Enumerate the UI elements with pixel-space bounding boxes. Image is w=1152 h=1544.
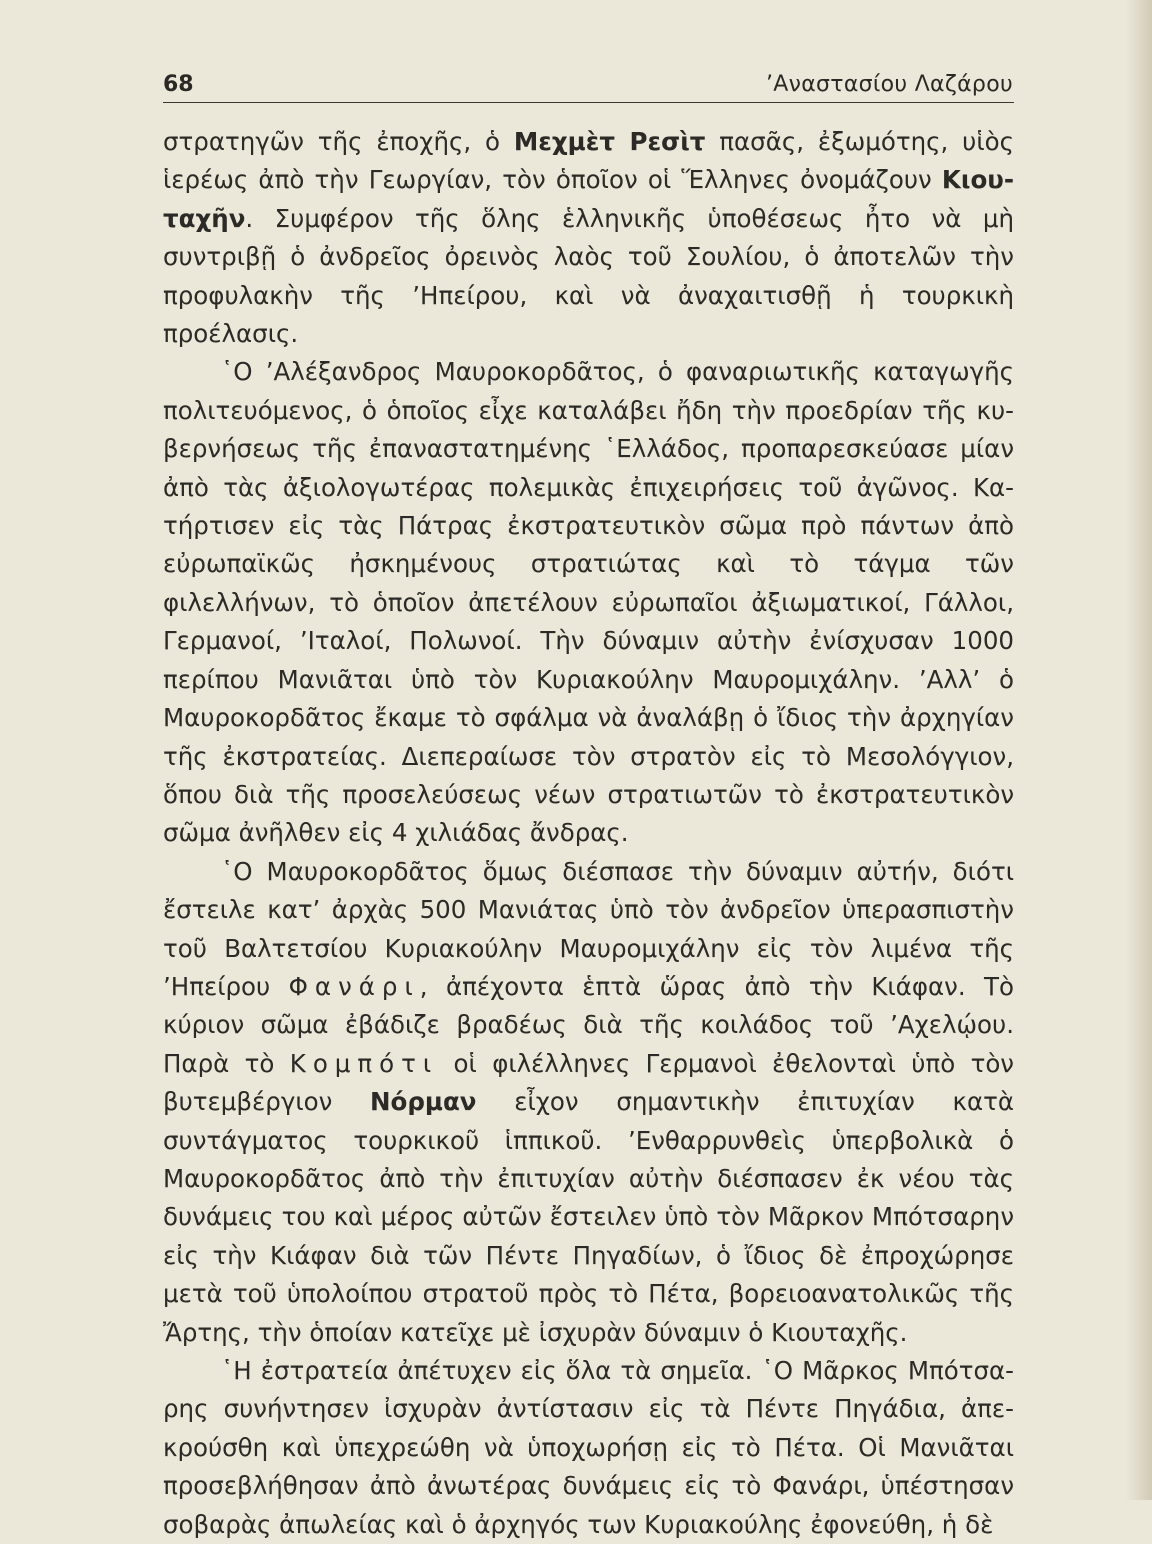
body-text xyxy=(163,123,1014,1544)
paragraph-1-text-e: . Συμφέρον τῆς ὅλης ἑλληνικῆς ὑποθέσεως ἦτο νὰ μὴ συντριβῇ ὁ ἀνδρεῖος ὀρεινὸς λαὸς τοῦ Σουλίου, ὁ ἀποτελῶν τὴν προφυλακὴν τῆς ’Ηπείρου, καὶ νὰ ἀναχαιτισθῇ ἡ τουρκικὴ προέλασις. xyxy=(163,203,1014,349)
paragraph-4: ῾Η ἐστρατεία ἀπέτυχεν εἰς ὅλα τὰ σημεῖα. ῾Ο Μᾶρκος Μπότσαρης συνήντησεν ἰσχυρὰν ἀντίστασιν εἰς τὰ Πέντε Πηγάδια, ἀπεκρούσθη καὶ ὑπεχρεώθη νὰ ὑποχωρήσῃ εἰς τὸ Πέτα. Οἱ Μανιᾶται προσεβλήθησαν ἀπὸ ἀνωτέρας δυνάμεις εἰς τὸ Φανάρι, ὑπέστησαν σοβαρὰς ἀπωλείας καὶ ὁ ἀρχηγός των Κυριακούλης ἐφονεύθη, ἡ δὲ xyxy=(163,1356,1014,1539)
paragraph-1 xyxy=(163,123,1014,353)
name-norman: Νόρμαν xyxy=(370,1087,477,1117)
page-number: 68 xyxy=(163,72,194,97)
running-header xyxy=(163,70,1013,104)
paragraph-3-text-g: εἶχον σημαντικὴν ἐπιτυχίαν κατὰ συντάγματος τουρκικοῦ ἱππικοῦ. ’Ενθαρρυνθεὶς ὑπερβολικὰ ὁ Μαυροκορδᾶτος ἀπὸ τὴν ἐπιτυχίαν αὐτὴν διέσπασεν ἐκ νέου τὰς δυνάμεις του καὶ μέρος αὐτῶν ἔστειλεν ὑπὸ τὸν Μᾶρκον Μπότσαρην εἰς τὴν Κιάφαν διὰ τῶν Πέντε Πηγαδίων, ὁ ἴδιος δὲ ἐπροχώρησε μετὰ τοῦ ὑπολοίπου στρατοῦ πρὸς τὸ Πέτα, βορειοανατολικῶς τῆς Ἄρτης, τὴν ὁποίαν κατεῖχε μὲ ἰσχυρὰν δύναμιν ὁ Κιουταχῆς. xyxy=(163,1087,1014,1347)
paragraph-2: ῾Ο ’Αλέξανδρος Μαυροκορδᾶτος, ὁ φαναριωτικῆς καταγωγῆς πολιτευόμενος, ὁ ὁποῖος εἶχε καταλάβει ἤδη τὴν προεδρίαν τῆς κυβερνήσεως τῆς ἐπαναστατημένης ῾Ελλάδος, προπαρεσκεύασε μίαν ἀπὸ τὰς ἀξιολογωτέρας πολεμικὰς ἐπιχειρήσεις τοῦ ἀγῶνος. Κατήρτισεν εἰς τὰς Πάτρας ἐκστρατευτικὸν σῶμα πρὸ πάντων ἀπὸ εὐρωπαϊκῶς ἠσκημένους στρατιώτας καὶ τὸ τάγμα τῶν φιλελλήνων, τὸ ὁποῖον ἀπετέλουν εὐρωπαῖοι ἀξιωματικοί, Γάλλοι, Γερμανοί, ’Ιταλοί, Πολωνοί. Τὴν δύναμιν αὐτὴν ἐνίσχυσαν 1000 περίπου Μανιᾶται ὑπὸ τὸν Κυριακούλην Μαυρομιχάλην. ’Αλλ’ ὁ Μαυροκορδᾶτος ἔκαμε τὸ σφάλμα νὰ ἀναλάβῃ ὁ ἴδιος τὴν ἀρχηγίαν τῆς ἐκστρατείας. Διεπεραίωσε τὸν στρατὸν εἰς τὸ Μεσολόγγιον, ὅπου διὰ τῆς προσελεύσεως νέων στρατιωτῶν τὸ ἐκστρατευτικὸν σῶμα ἀνῆλθεν εἰς 4 χιλιάδας ἄνδρας. xyxy=(163,357,1014,848)
page-edge-shadow xyxy=(1126,0,1152,1500)
name-kioutachis: Κιουταχῆν xyxy=(163,165,1014,233)
paragraph-1-text-c: πασᾶς, ἐξωμότης, υἱὸς ἱερέως ἀπὸ τὴν Γεωργίαν, τὸν ὁποῖον οἱ Ἕλληνες ὀνομάζουν xyxy=(163,127,1014,195)
name-mehmet-resit: Μεχμὲτ Ρεσὶτ xyxy=(513,127,706,156)
paragraph-1-text-a: στρατηγῶν τῆς ἐποχῆς, ὁ xyxy=(163,127,514,156)
paragraph-3-text-c: , ἀπέχοντα ἑπτὰ ὥρας ἀπὸ τὴν Κιάφαν. Τὸ κύριον σῶμα ἐβάδιζε βραδέως διὰ τῆς κοιλάδος τοῦ ’Αχελῴου. Παρὰ τὸ xyxy=(163,971,1014,1078)
place-kompoti: Κομπότι xyxy=(289,1048,439,1078)
paragraph-3-text-a: ῾Ο Μαυροκορδᾶτος ὅμως διέσπασε τὴν δύναμιν αὐτήν, διότι ἔστειλε κατ’ ἀρχὰς 500 Μανιάτας ὑπὸ τὸν ἀνδρεῖον ὑπερασπιστὴν τοῦ Βαλτετσίου Κυριακούλην Μαυρομιχάλην εἰς τὸν λιμένα τῆς ’Ηπείρου xyxy=(163,856,1014,1001)
running-header-author: ’Αναστασίου Λαζάρου xyxy=(766,72,1013,97)
header-rule xyxy=(163,102,1014,103)
paragraph-3 xyxy=(163,853,1014,1352)
paragraph-3-text-e: οἱ φιλέλληνες Γερμανοὶ ἐθελονταὶ ὑπὸ τὸν βυτεμβέργιον xyxy=(163,1048,1014,1117)
place-fanari: Φανάρι xyxy=(288,971,420,1001)
